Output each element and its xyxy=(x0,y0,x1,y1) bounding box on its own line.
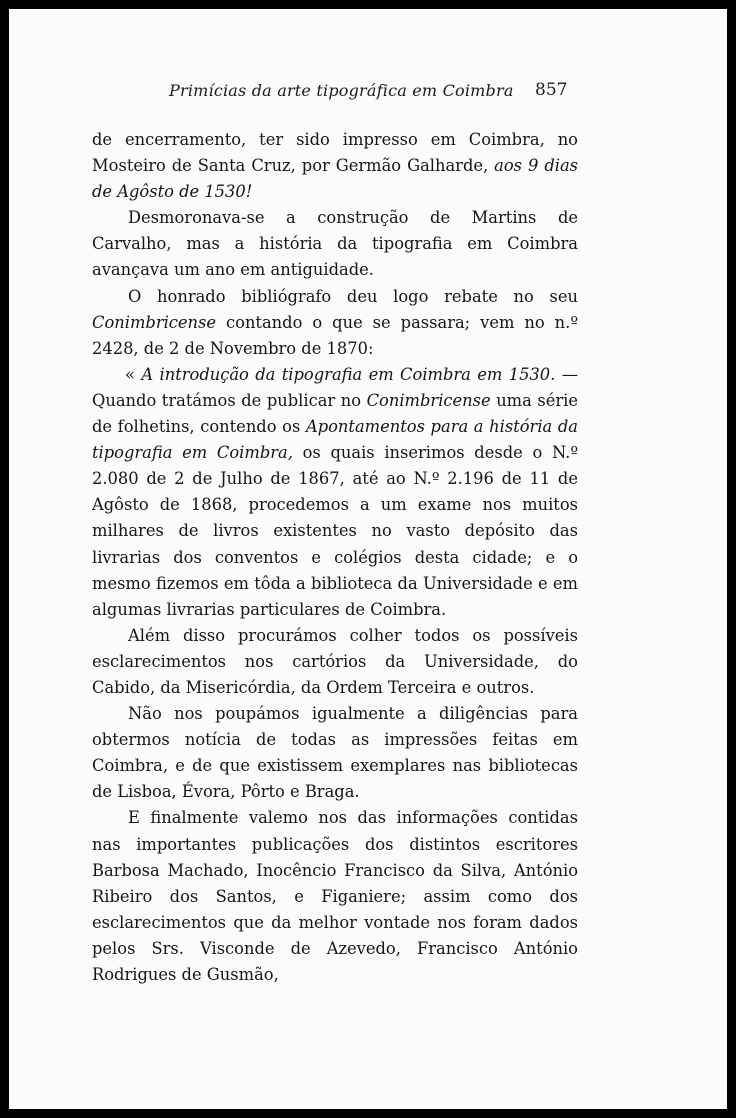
running-title: Primícias da arte tipográfica em Coimbra xyxy=(169,81,514,100)
paragraph-3-text-c: contando o que se passara; vem no n.º 2428, de 2 de Novembro de 1870: xyxy=(92,312,578,358)
paragraph-7: E finalmente valemo nos das informações contidas nas importantes publicações dos distintos escritores Barbosa Machado, Inocêncio Francisco da Silva, António Ribeiro dos Santos, e Figaniere; assim como dos esclarecimentos que da melhor vontade nos foram dados pelos Srs. Visconde de Azevedo, Francisco António Rodrigues de Gusmão, xyxy=(92,808,578,984)
paragraph-2: Desmoronava-se a construção de Martins de Carvalho, mas a história da tipografia em Coimbra avançava um ano em antiguidade. xyxy=(92,208,578,280)
body-text xyxy=(92,127,578,988)
paragraph-5: Além disso procurámos colher todos os possíveis esclarecimentos nos cartórios da Universidade, do Cabido, da Misericórdia, da Ordem Terceira e outros. xyxy=(92,625,578,697)
paragraph-6: Não nos poupámos igualmente a diligências para obtermos notícia de todas as impressões feitas em Coimbra, e de que existissem exemplares nas bibliotecas de Lisboa, Évora, Pôrto e Braga. xyxy=(92,704,578,802)
quote-title-italic: A introdução da tipografia em Coimbra em 1530. xyxy=(141,364,556,384)
paragraph-3-italic: Conimbricense xyxy=(92,312,217,332)
quote-italic-work: Apontamentos para a história da tipografia em Coimbra, xyxy=(92,417,578,463)
paragraph-1 xyxy=(92,127,578,205)
page-number: 857 xyxy=(535,80,568,100)
quote-text-c: os quais inserimos desde o N.º 2.080 de 2 de Julho de 1867, até ao N.º 2.196 de 11 de Agôsto de 1868, procedemos a um exame nos muitos milhares de livros existentes no vasto depósito das livrarias dos conventos e colégios desta cidade; e o mesmo fizemos em tôda a biblioteca da Universidade e em algumas livrarias particulares de Coimbra. xyxy=(92,443,579,619)
paragraph-3 xyxy=(92,284,578,362)
quote-text-a: — Quando tratámos de publicar no xyxy=(92,364,578,410)
quote-italic-newspaper: Conimbricense xyxy=(366,390,491,410)
book-page xyxy=(9,9,727,1109)
quote-text-b: uma série de folhetins, contendo os xyxy=(92,390,578,437)
paragraph-1-italic: aos 9 dias de Agôsto de 1530! xyxy=(92,156,579,202)
paragraph-3-text-a: O honrado bibliógrafo deu logo rebate no seu xyxy=(128,286,578,306)
page-header xyxy=(9,81,727,107)
quote-paragraph xyxy=(92,362,578,623)
paragraph-1-text: de encerramento, ter sido impresso em Coimbra, no Mosteiro de Santa Cruz, por Germão Galharde, xyxy=(92,130,578,176)
quote-open-mark: « xyxy=(125,364,142,384)
